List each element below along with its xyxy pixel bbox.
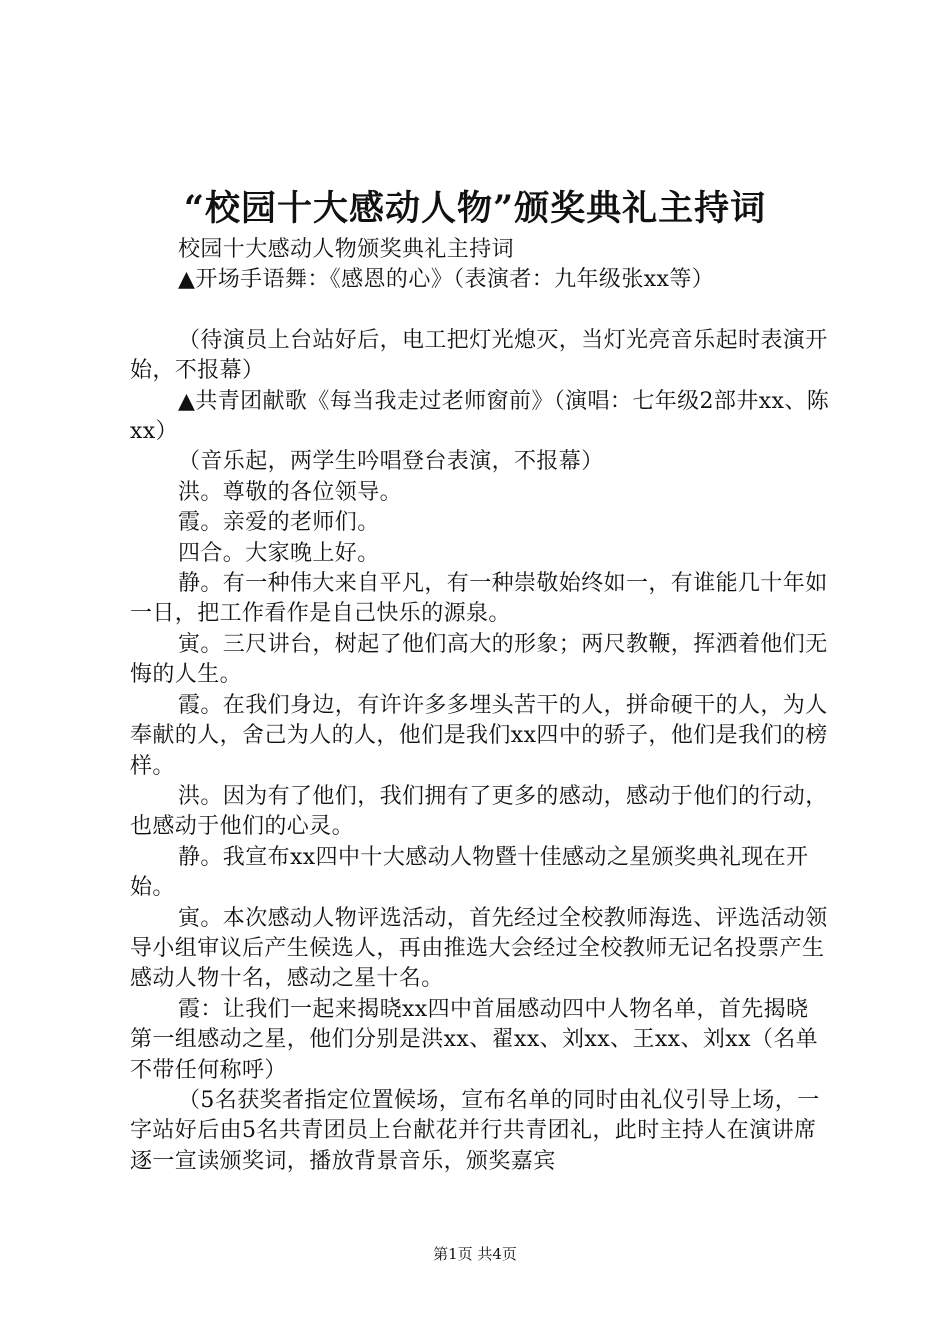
paragraph: ▲开场手语舞：《感恩的心》（表演者：九年级张xx等） bbox=[178, 267, 715, 293]
paragraph: （音乐起，两学生吟唱登台表演，不报幕） bbox=[178, 449, 604, 475]
paragraph: 霞。亲爱的老师们。 bbox=[178, 510, 380, 536]
paragraph: 霞：让我们一起来揭晓xx四中首届感动四中人物名单，首先揭晓第一组感动之星，他们分别是洪xx、翟xx、刘xx、王xx、刘xx（名单不带任何称呼） bbox=[130, 996, 819, 1083]
paragraph: ▲共青团献歌《每当我走过老师窗前》（演唱：七年级2部井xx、陈xx） bbox=[130, 388, 830, 445]
paragraph: （待演员上台站好后，电工把灯光熄灭，当灯光亮音乐起时表演开始，不报幕） bbox=[130, 327, 828, 384]
paragraph: 霞。在我们身边，有许许多多埋头苦干的人，拼命硬干的人，为人奉献的人，舍己为人的人，他们是我们xx四中的骄子，他们是我们的榜样。 bbox=[130, 692, 828, 779]
paragraph: 寅。三尺讲台，树起了他们高大的形象；两尺教鞭，挥洒着他们无悔的人生。 bbox=[130, 631, 828, 688]
paragraph: 洪。尊敬的各位领导。 bbox=[178, 479, 403, 505]
document-body bbox=[130, 235, 830, 1177]
paragraph: 静。我宣布xx四中十大感动人物暨十佳感动之星颁奖典礼现在开始。 bbox=[130, 844, 809, 901]
blank-line bbox=[130, 296, 830, 326]
document-title: “校园十大感动人物”颁奖典礼主持词 bbox=[183, 188, 767, 229]
paragraph: （5名获奖者指定位置候场，宣布名单的同时由礼仪引导上场，一字站好后由5名共青团员上台献花并行共青团礼，此时主持人在演讲席逐一宣读颁奖词，播放背景音乐，颁奖嘉宾 bbox=[130, 1087, 820, 1174]
paragraph: 静。有一种伟大来自平凡，有一种崇敬始终如一，有谁能几十年如一日，把工作看作是自己快乐的源泉。 bbox=[130, 571, 828, 627]
page-number-footer: 第1页 共4页 bbox=[433, 1245, 517, 1263]
subtitle-paragraph: 校园十大感动人物颁奖典礼主持词 bbox=[178, 237, 515, 262]
paragraph: 寅。本次感动人物评选活动，首先经过全校教师海选、评选活动领导小组审议后产生候选人，再由推选大会经过全校教师无记名投票产生感动人物十名，感动之星十名。 bbox=[130, 905, 828, 992]
paragraph: 洪。因为有了他们，我们拥有了更多的感动，感动于他们的行动，也感动于他们的心灵。 bbox=[130, 783, 828, 840]
paragraph: 四合。大家晚上好。 bbox=[178, 540, 380, 566]
